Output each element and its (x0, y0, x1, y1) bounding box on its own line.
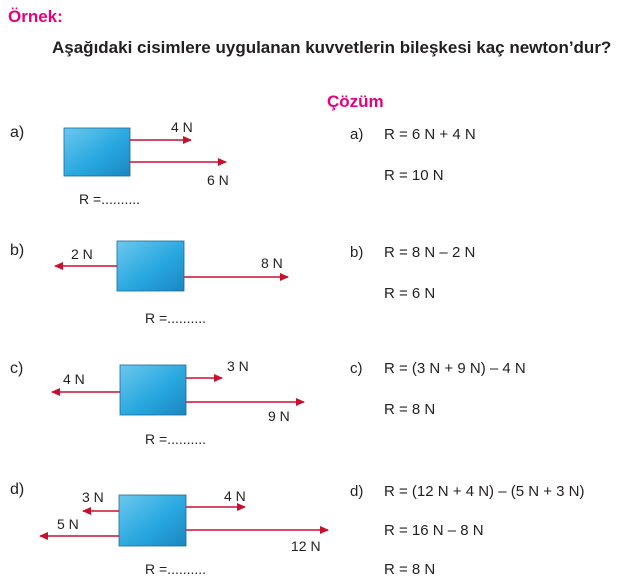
result-placeholder-a: R =.......... (79, 191, 141, 207)
force-label-a-4N: 4 N (171, 119, 193, 135)
block-b (117, 241, 184, 291)
result-placeholder-b: R =.......... (145, 310, 207, 326)
result-placeholder-d: R =.......... (145, 561, 207, 577)
problem-label-c: c) (10, 360, 24, 377)
solution-a-line-2: R = 10 N (384, 167, 444, 184)
block-d (119, 495, 186, 546)
diagram-c (52, 365, 304, 415)
solution-b-line-1: R = 8 N – 2 N (384, 244, 476, 261)
force-label-b-2N: 2 N (71, 246, 93, 262)
example-heading: Örnek: (8, 7, 63, 26)
block-a (64, 128, 130, 176)
solution-d-line-1: R = (12 N + 4 N) – (5 N + 3 N) (384, 483, 585, 500)
problem-label-b: b) (10, 242, 25, 259)
solution-d-line-3: R = 8 N (384, 561, 436, 578)
problem-label-d: d) (10, 481, 25, 498)
solution-a-line-1: R = 6 N + 4 N (384, 126, 476, 143)
force-label-a-6N: 6 N (207, 172, 229, 188)
solution-c-line-2: R = 8 N (384, 401, 436, 418)
force-label-c-3N: 3 N (227, 358, 249, 374)
solution-c-line-1: R = (3 N + 9 N) – 4 N (384, 360, 526, 377)
solution-label-a: a) (350, 126, 364, 143)
problem-label-a: a) (10, 124, 25, 141)
force-label-d-12N: 12 N (291, 538, 321, 554)
result-placeholder-c: R =.......... (145, 431, 207, 447)
force-label-c-9N: 9 N (268, 408, 290, 424)
solution-heading: Çözüm (327, 92, 384, 111)
force-label-b-8N: 8 N (261, 255, 283, 271)
solution-label-b: b) (350, 244, 364, 261)
question-text: Aşağıdaki cisimlere uygulanan kuvvetlerin bileşkesi kaç newton’dur? (52, 38, 612, 57)
solution-label-c: c) (350, 360, 363, 377)
force-label-d-5N: 5 N (57, 516, 79, 532)
diagram-a (64, 128, 226, 176)
force-label-c-4N: 4 N (63, 371, 85, 387)
force-label-d-3N: 3 N (82, 489, 104, 505)
solution-d-line-2: R = 16 N – 8 N (384, 522, 484, 539)
solution-label-d: d) (350, 483, 364, 500)
force-label-d-4N: 4 N (224, 488, 246, 504)
solution-b-line-2: R = 6 N (384, 285, 436, 302)
block-c (120, 365, 186, 415)
